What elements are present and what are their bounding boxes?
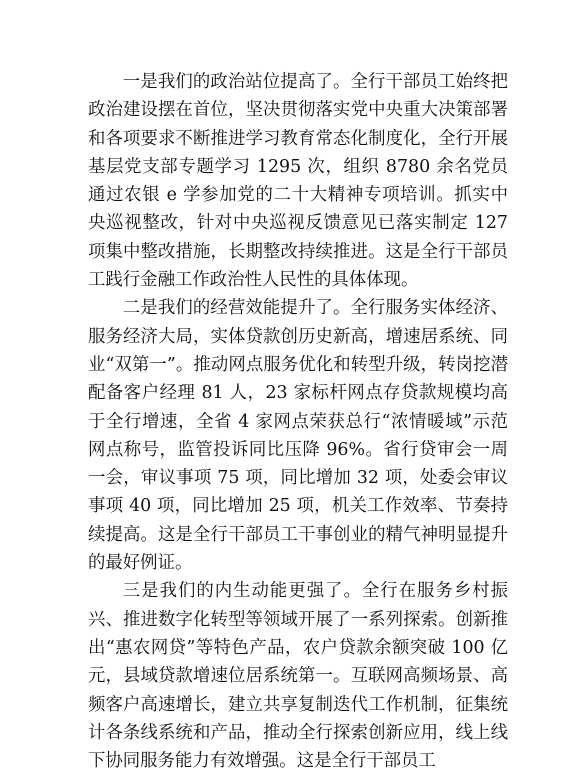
paragraph-political-stance: 一是我们的政治站位提高了。全行干部员工始终把政治建设摆在首位，坚决贯彻落实党中央重大决策部署和各项要求不断推进学习教育常态化制度化，全行开展基层党支部专题学习 1295 次，组织 8780 余名党员通过农银 e 学参加党的二十大精神专项培训。抓实中央巡视整改，针对中央巡视反馈意见已落实制定 127 项集中整改措施，长期整改持续推进。这是全行干部员工践行金融工作政治性人民性的具体体现。 xyxy=(88,72,508,291)
paragraph-business-efficiency: 二是我们的经营效能提升了。全行服务实体经济、服务经济大局，实体贷款创历史新高，增速居系统、同业“双第一”。推动网点服务优化和转型升级，转岗挖潜配备客户经理 81 人，23 家标杆网点存贷款规模均高于全行增速，全省 4 家网点荣获总行“浓情暖域”示范网点称号，监管投诉同比压降 96%。省行贷审会一周一会，审议事项 75 项，同比增加 32 项，处委会审议事项 40 项，同比增加 25 项，机关工作效率、节奏持续提高。这是全行干部员工干事创业的精气神明显提升的最好例证。 xyxy=(88,298,508,574)
document-body xyxy=(88,68,508,775)
paragraph-internal-momentum: 三是我们的内生动能更强了。全行在服务乡村振兴、推进数字化转型等领域开展了一系列探索。创新推出“惠农网贷”等特色产品，农户贷款余额突破 100 亿元，县域贷款增速位居系统第一。互联网高频场景、高频客户高速增长，建立共享复制迭代工作机制，征集统计各条线系统和产品，推动全行探索创新应用，线上线下协同服务能力有效增强。这是全行干部员工 xyxy=(88,581,508,772)
